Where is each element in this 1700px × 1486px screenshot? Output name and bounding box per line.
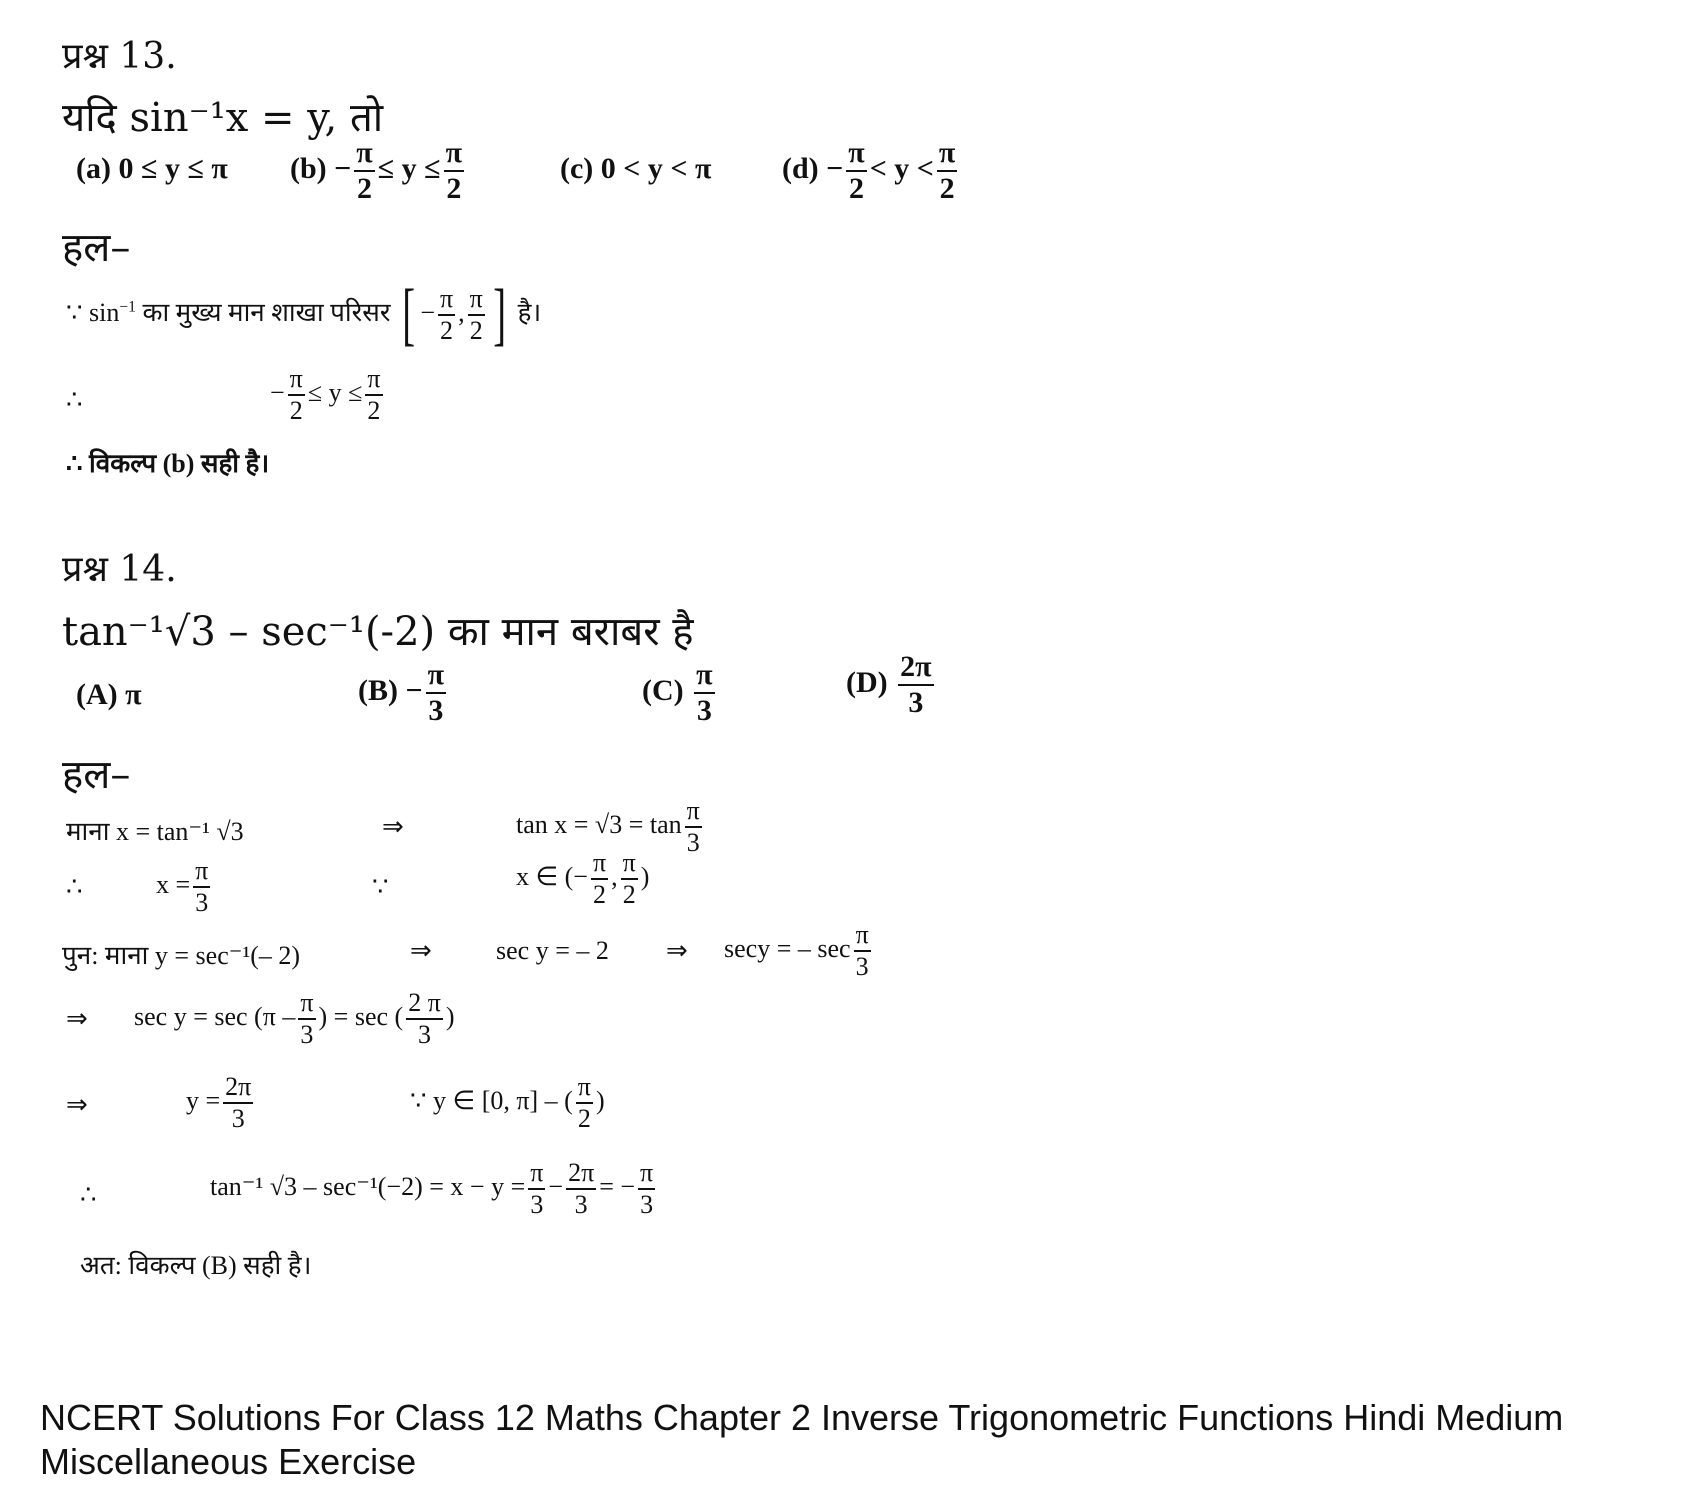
- q13-option-d: (d) − $\frac{\pi}{2}$ < y < $\frac{\pi}{2}$: [782, 136, 956, 205]
- q14-step-5-right: ∵ y ∈ [0, π] – ( $\frac{\pi}{2}$ ): [410, 1072, 605, 1133]
- q14-step-6: tan⁻¹ √3 – sec⁻¹(−2) = x − y = $\frac{\pi}{3}$ − $\frac{2\pi}{3}$ = − $\frac{\pi}{3}$: [210, 1158, 654, 1219]
- q13-conclusion: ∴ विकल्प (b) सही है।: [66, 449, 270, 478]
- q13-solution-heading: हल–: [62, 225, 131, 271]
- q14-option-b: (B) − $\frac{\pi}{3}$: [358, 658, 445, 727]
- q13-option-a: (a) 0 ≤ y ≤ π: [76, 152, 228, 185]
- q14-step-3-mid: sec y = – 2: [496, 936, 609, 965]
- q14-conclusion: अत: विकल्प (B) सही है।: [80, 1251, 312, 1280]
- q14-step-1-right: tan x = √3 = tan $\frac{\pi}{3}$: [516, 796, 700, 857]
- q13-option-b: (b) − $\frac{\pi}{2}$ ≤ y ≤ $\frac{\pi}{2}$: [290, 136, 463, 205]
- q13-solution-line-2: − $\frac{\pi}{2}$ ≤ y ≤ $\frac{\pi}{2}$: [270, 364, 381, 425]
- q14-implies-symbol-3: ⇒: [666, 936, 688, 965]
- question-14-text: tan⁻¹√3 – sec⁻¹(-2) का मान बराबर है: [62, 609, 694, 655]
- q14-step-2-left: x = $\frac{\pi}{3}$: [156, 856, 209, 917]
- q14-therefore-symbol-2: ∴: [80, 1180, 97, 1209]
- q13-option-c: (c) 0 < y < π: [560, 152, 712, 185]
- q14-solution-heading: हल–: [62, 752, 131, 798]
- q14-option-c: (C) $\frac{\pi}{3}$: [642, 658, 713, 727]
- q14-implies-symbol-5: ⇒: [66, 1090, 88, 1119]
- q14-implies-symbol-2: ⇒: [410, 936, 432, 965]
- q13-therefore-symbol: ∴: [66, 385, 83, 414]
- q14-step-1-left: माना x = tan⁻¹ √3: [66, 817, 244, 846]
- q14-option-a: (A) π: [76, 678, 142, 711]
- q14-implies-symbol: ⇒: [382, 812, 404, 841]
- q14-step-2-right: x ∈ (− $\frac{\pi}{2}$ , $\frac{\pi}{2}$ ): [516, 848, 650, 909]
- question-13-text: यदि sin⁻¹x = y, तो: [62, 95, 384, 141]
- question-13-heading: प्रश्न 13.: [62, 36, 177, 77]
- q13-solution-line-1: ∵ $\sin^{-1}$ का मुख्य मान शाखा परिसर [ − $\frac{\pi}{2}$ , $\frac{\pi}{2}$ ] है।: [66, 276, 542, 353]
- q14-step-5-left: y = $\frac{2\pi}{3}$: [186, 1072, 252, 1133]
- q14-step-4: sec y = sec (π – $\frac{\pi}{3}$ ) = sec ( $\frac{2 \pi}{3}$ ): [134, 988, 455, 1049]
- q14-step-3-right: secy = – sec $\frac{\pi}{3}$: [724, 920, 869, 981]
- page-caption: NCERT Solutions For Class 12 Maths Chapter 2 Inverse Trigonometric Functions Hindi Medium Miscellaneous Exercise: [40, 1397, 1564, 1482]
- q14-therefore-symbol: ∴: [66, 872, 83, 901]
- q14-option-d: (D) $\frac{2\pi}{3}$: [846, 650, 932, 719]
- question-14-heading: प्रश्न 14.: [62, 549, 177, 590]
- q14-implies-symbol-4: ⇒: [66, 1004, 88, 1033]
- q14-since-symbol: ∵: [372, 872, 389, 901]
- q14-step-3-left: पुन: माना y = sec⁻¹(– 2): [62, 941, 301, 970]
